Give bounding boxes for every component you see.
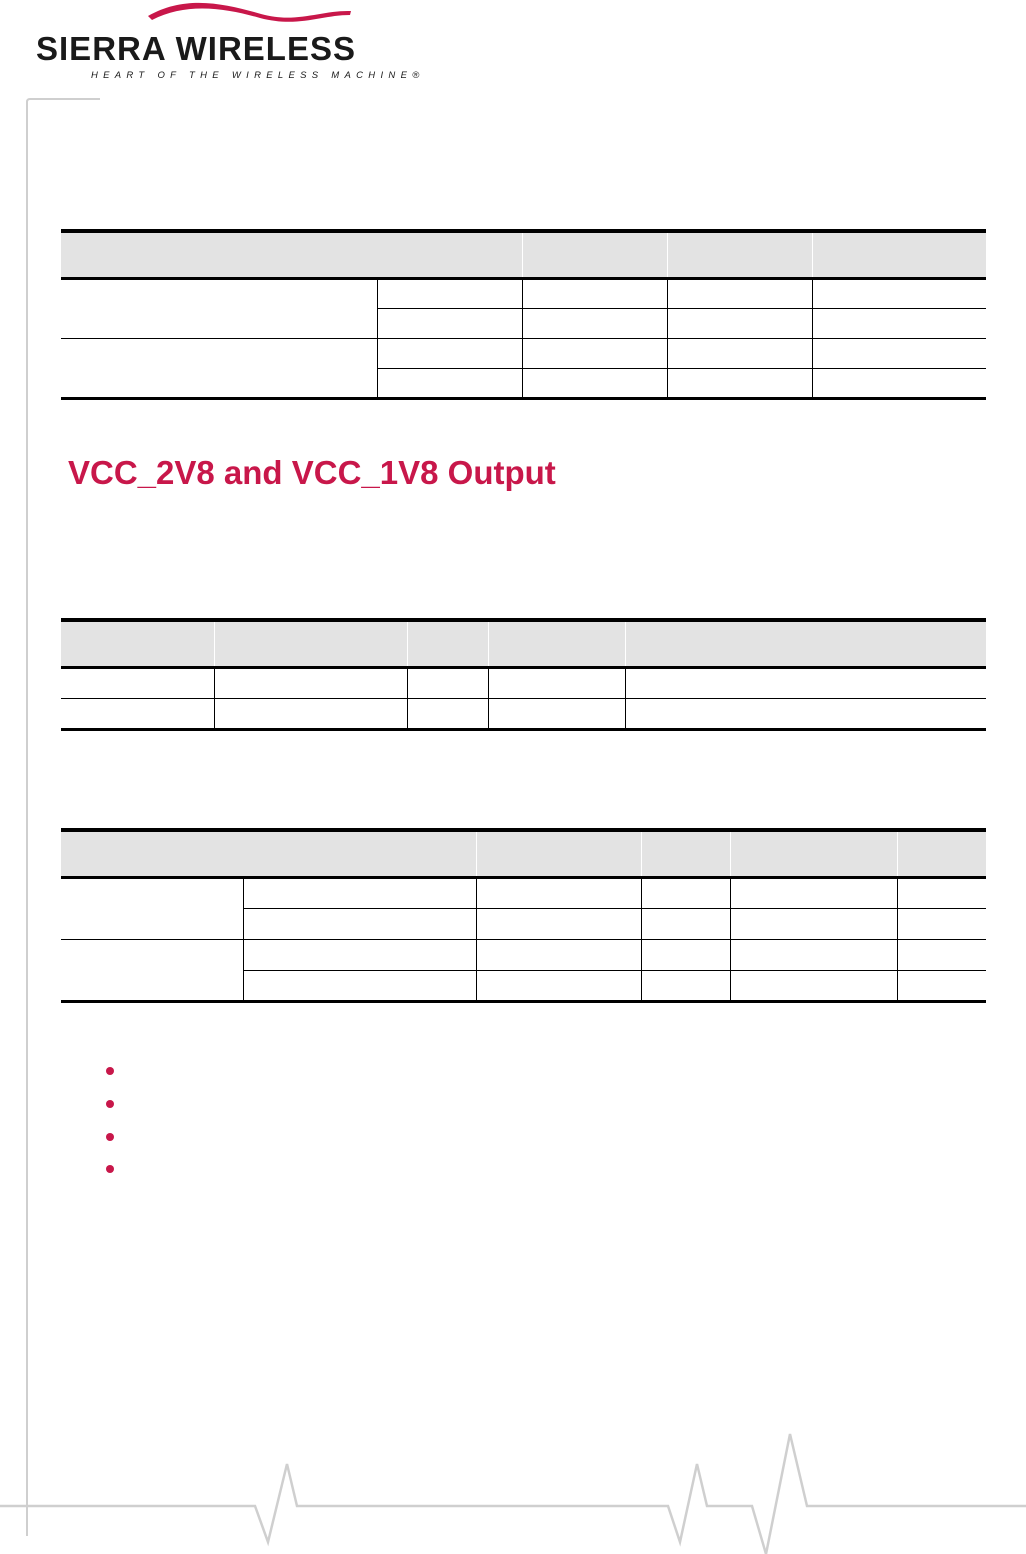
table-header-cell xyxy=(488,620,625,668)
table-cell xyxy=(61,878,243,940)
section-title: VCC_2V8 and VCC_1V8 Output xyxy=(68,454,556,491)
table-cell xyxy=(625,668,986,699)
table-cell xyxy=(476,878,641,909)
table-cell xyxy=(730,878,897,909)
table-row xyxy=(61,940,986,971)
table-cell xyxy=(730,909,897,940)
table-cell xyxy=(61,339,377,399)
spec-table-1 xyxy=(61,229,986,400)
table-cell xyxy=(377,369,522,399)
heartbeat-line-icon xyxy=(0,1420,1026,1554)
table-header-cell xyxy=(214,620,407,668)
table-cell xyxy=(61,699,214,730)
table-header-row xyxy=(61,620,986,668)
table-cell xyxy=(61,668,214,699)
spec-table-2 xyxy=(61,618,986,731)
table-cell xyxy=(407,699,488,730)
table-cell xyxy=(488,668,625,699)
table-cell xyxy=(667,369,812,399)
spec-table-3 xyxy=(61,828,986,1003)
table-header-cell xyxy=(730,830,897,878)
table-cell xyxy=(897,940,986,971)
table-header-cell xyxy=(897,830,986,878)
table-cell xyxy=(243,940,476,971)
bullet-icon xyxy=(106,1133,114,1141)
table-cell xyxy=(812,339,986,369)
table-header-cell xyxy=(641,830,730,878)
table-cell xyxy=(243,909,476,940)
table-cell xyxy=(730,940,897,971)
table-row xyxy=(61,878,986,909)
table-cell xyxy=(812,369,986,399)
table-header-cell xyxy=(61,620,214,668)
table-cell xyxy=(243,878,476,909)
table-cell xyxy=(667,309,812,339)
table-cell xyxy=(243,971,476,1002)
table-cell xyxy=(641,940,730,971)
table-row xyxy=(61,279,986,309)
table-cell xyxy=(488,699,625,730)
table-cell xyxy=(377,309,522,339)
table-cell xyxy=(407,668,488,699)
table-header-cell xyxy=(476,830,641,878)
table-cell xyxy=(812,309,986,339)
table-cell xyxy=(625,699,986,730)
table-row xyxy=(61,699,986,730)
bullet-icon xyxy=(106,1067,114,1075)
table-cell xyxy=(730,971,897,1002)
table-header-row xyxy=(61,231,986,279)
table-cell xyxy=(476,940,641,971)
table-header-row xyxy=(61,830,986,878)
bullet-icon xyxy=(106,1100,114,1108)
brand-name: SIERRA WIRELESS xyxy=(36,30,356,67)
table-cell xyxy=(476,909,641,940)
table-cell xyxy=(897,878,986,909)
table-row xyxy=(61,668,986,699)
table-header-cell xyxy=(625,620,986,668)
table-header-cell xyxy=(61,830,476,878)
table-cell xyxy=(522,309,667,339)
table-row xyxy=(61,339,986,369)
table-cell xyxy=(214,699,407,730)
table-cell xyxy=(897,909,986,940)
table-cell xyxy=(641,878,730,909)
table-header-cell xyxy=(61,231,522,279)
table-cell xyxy=(377,279,522,309)
table-cell xyxy=(897,971,986,1002)
table-header-cell xyxy=(667,231,812,279)
table-cell xyxy=(522,339,667,369)
table-header-cell xyxy=(522,231,667,279)
table-cell xyxy=(61,279,377,339)
table-cell xyxy=(61,940,243,1002)
table-cell xyxy=(522,369,667,399)
table-cell xyxy=(476,971,641,1002)
bullet-icon xyxy=(106,1165,114,1173)
table-header-cell xyxy=(812,231,986,279)
table-cell xyxy=(214,668,407,699)
table-cell xyxy=(641,971,730,1002)
table-cell xyxy=(641,909,730,940)
table-cell xyxy=(667,279,812,309)
table-cell xyxy=(522,279,667,309)
table-cell xyxy=(812,279,986,309)
table-cell xyxy=(377,339,522,369)
table-cell xyxy=(667,339,812,369)
table-header-cell xyxy=(407,620,488,668)
brand-tagline: HEART OF THE WIRELESS MACHINE® xyxy=(91,70,425,81)
